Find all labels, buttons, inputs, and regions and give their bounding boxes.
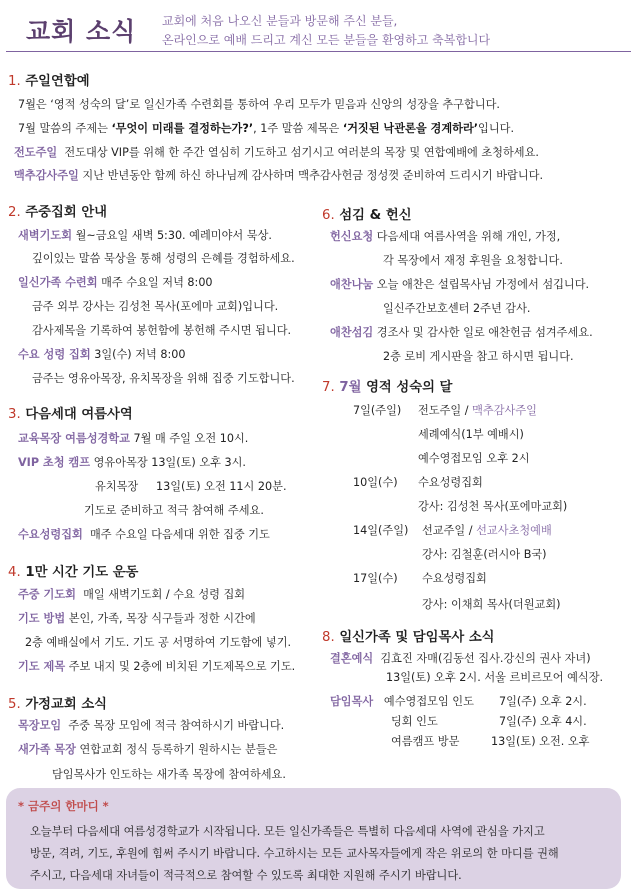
section-2-heading: 2. 주중집회 안내 bbox=[8, 205, 108, 220]
s2-line-5: 감사제목을 기록하여 봉헌함에 봉헌해 주시면 됩니다. bbox=[32, 324, 292, 337]
s6-line-4: 일신주간보호센터 2주년 감사. bbox=[383, 302, 531, 315]
page-title: 교회 소식 bbox=[26, 17, 137, 46]
weekly-message-title: * 금주의 한마디 * bbox=[18, 799, 109, 813]
s3-line-2: VIP 초청 캠프 영유아목장 13일(토) 오후 3시. bbox=[18, 456, 246, 469]
s8-line-5: 여름캠프 방문 bbox=[391, 735, 460, 748]
s7-row-7: 강사: 김철훈(러시아 B국) bbox=[422, 548, 547, 561]
s6-line-6: 2층 로비 게시판을 참고 하시면 됩니다. bbox=[383, 350, 574, 363]
s7-row-3: 예수영접모임 오후 2시 bbox=[418, 452, 530, 465]
intro-line-2: 온라인으로 예배 드리고 계신 모든 분들을 환영하고 축복합니다 bbox=[162, 33, 491, 47]
s1-line-2: 7월 말씀의 주제는 ‘무엇이 미래를 결정하는가?’, 1주 말씀 제목은 ‘거짓된 낙관론을 경계하라’입니다. bbox=[18, 122, 515, 135]
s2-line-1: 새벽기도회 월~금요일 새벽 5:30. 예레미야서 묵상. bbox=[18, 229, 272, 242]
s1-line-4: 맥추감사주일 지난 반년동안 함께 하신 하나님께 감사하며 맥추감사헌금 정성껏 준비하여 드리시기 바랍니다. bbox=[14, 169, 544, 182]
s7-row-6-date: 14일(주일) bbox=[353, 524, 409, 537]
s6-line-2: 각 목장에서 재정 후원을 요청합니다. bbox=[383, 254, 563, 267]
s6-line-3: 애찬나눔 오늘 애찬은 설립목사님 가정에서 섬깁니다. bbox=[330, 278, 590, 291]
s5-line-1: 목장모임 주중 목장 모임에 적극 참여하시기 바랍니다. bbox=[18, 719, 285, 732]
s8-line-1: 결혼예식 김효진 자매(김동선 집사.강신의 권사 자녀) bbox=[330, 652, 591, 665]
s4-line-1: 주중 기도회 매일 새벽기도회 / 수요 성령 집회 bbox=[18, 588, 246, 601]
s4-line-4: 기도 제목 주보 내지 및 2층에 비치된 기도제목으로 기도. bbox=[18, 660, 296, 673]
s7-row-4-text: 수요성령집회 bbox=[418, 476, 483, 489]
s3-line-1: 교육목장 여름성경학교 7월 매 주일 오전 10시. bbox=[18, 432, 249, 445]
s8-line-4: 딩회 인도 bbox=[391, 715, 438, 728]
s2-line-6: 수요 성령 집회 3일(수) 저녁 8:00 bbox=[18, 348, 186, 361]
weekly-message-line-3: 주시고, 다음세대 자녀들이 적극적으로 참여할 수 있도록 최대한 지원해 주시기 바랍니다. bbox=[30, 869, 462, 882]
section-8-heading: 8. 일신가족 및 담임목사 소식 bbox=[322, 630, 495, 645]
weekly-message-box bbox=[6, 788, 621, 889]
s8-line-5-time: 13일(토) 오전. 오후 bbox=[491, 735, 590, 748]
s1-line-3: 전도주일 전도대상 VIP를 위해 한 주간 열심히 기도하고 섬기시고 여러분의 목장 및 연합예배에 초청하세요. bbox=[14, 146, 539, 159]
s7-row-2: 세례예식(1부 예배시) bbox=[418, 428, 524, 441]
s4-line-2: 기도 방법 본인, 가족, 목장 식구들과 정한 시간에 bbox=[18, 612, 256, 625]
s5-line-2: 새가족 목장 연합교회 정식 등록하기 원하시는 분들은 bbox=[18, 743, 278, 756]
s7-row-1-date: 7일(주일) bbox=[353, 404, 402, 417]
s7-row-5: 강사: 김성천 목사(포에마교회) bbox=[418, 500, 568, 513]
s8-line-4-time: 7일(주) 오후 4시. bbox=[499, 715, 587, 728]
s2-line-7: 금주는 영유아목장, 유치목장을 위해 집중 기도합니다. bbox=[32, 372, 295, 385]
s6-line-1: 헌신요청 다음세대 여름사역을 위해 개인, 가정, bbox=[330, 230, 561, 243]
s7-row-1-text: 전도주일 / 맥추감사주일 bbox=[418, 404, 537, 417]
s8-line-3-time: 7일(주) 오후 2시. bbox=[499, 695, 587, 708]
s1-line-1: 7월은 ‘영적 성숙의 달’로 일신가족 수련회를 통하여 우리 모두가 믿음과 신앙의 성장을 추구합니다. bbox=[18, 98, 500, 111]
s7-row-4-date: 10일(수) bbox=[353, 476, 398, 489]
s7-row-8-text: 수요성령집회 bbox=[422, 572, 487, 585]
s3-line-4: 기도로 준비하고 적극 참여해 주세요. bbox=[84, 504, 264, 517]
s6-line-5: 애찬섬김 경조사 및 감사한 일로 애찬헌금 섬겨주세요. bbox=[330, 326, 593, 339]
intro-line-1: 교회에 처음 나오신 분들과 방문해 주신 분들, bbox=[162, 14, 398, 28]
s7-row-9: 강사: 이채희 목사(더원교회) bbox=[422, 598, 561, 611]
section-5-heading: 5. 가정교회 소식 bbox=[8, 697, 108, 712]
s4-line-3: 2층 예배실에서 기도. 기도 공 서명하여 기도함에 넣기. bbox=[25, 636, 292, 649]
section-3-heading: 3. 다음세대 여름사역 bbox=[8, 407, 133, 422]
s2-line-3: 일신가족 수련회 매주 수요일 저녁 8:00 bbox=[18, 276, 213, 289]
section-1-heading: 1. 주일연합예 bbox=[8, 74, 90, 89]
section-6-heading: 6. 섬김 & 헌신 bbox=[322, 208, 412, 223]
s8-line-3: 담임목사 예수영접모임 인도 bbox=[330, 695, 474, 708]
s3-line-5: 수요성령집회 매주 수요일 다음세대 위한 집중 기도 bbox=[18, 528, 270, 541]
s2-line-2: 깊이있는 말씀 묵상을 통해 성령의 은혜를 경험하세요. bbox=[32, 252, 295, 265]
weekly-message-line-2: 방문, 격려, 기도, 후원에 힘써 주시기 바랍니다. 수고하시는 모든 교사목자들에게 작은 위로의 한 마디를 권해 bbox=[30, 847, 559, 860]
section-7-heading: 7. 7월 영적 성숙의 달 bbox=[322, 380, 453, 395]
section-4-heading: 4. 1만 시간 기도 운동 bbox=[8, 565, 139, 580]
header-divider bbox=[6, 51, 631, 52]
s5-line-3: 담임목사가 인도하는 새가족 목장에 참여하세요. bbox=[52, 768, 286, 781]
weekly-message-line-1: 오늘부터 다음세대 여름성경학교가 시작됩니다. 모든 일신가족들은 특별히 다음세대 사역에 관심을 가지고 bbox=[30, 825, 545, 838]
s3-line-3: 유치목장 13일(토) 오전 11시 20분. bbox=[95, 480, 287, 493]
s7-row-6-text: 선교주일 / 선교사초청예배 bbox=[422, 524, 552, 537]
s2-line-4: 금주 외부 강사는 김성천 목사(포에마 교회)입니다. bbox=[32, 300, 279, 313]
s8-line-2: 13일(토) 오후 2시. 서울 르비르모어 예식장. bbox=[386, 671, 604, 684]
s7-row-8-date: 17일(수) bbox=[353, 572, 398, 585]
